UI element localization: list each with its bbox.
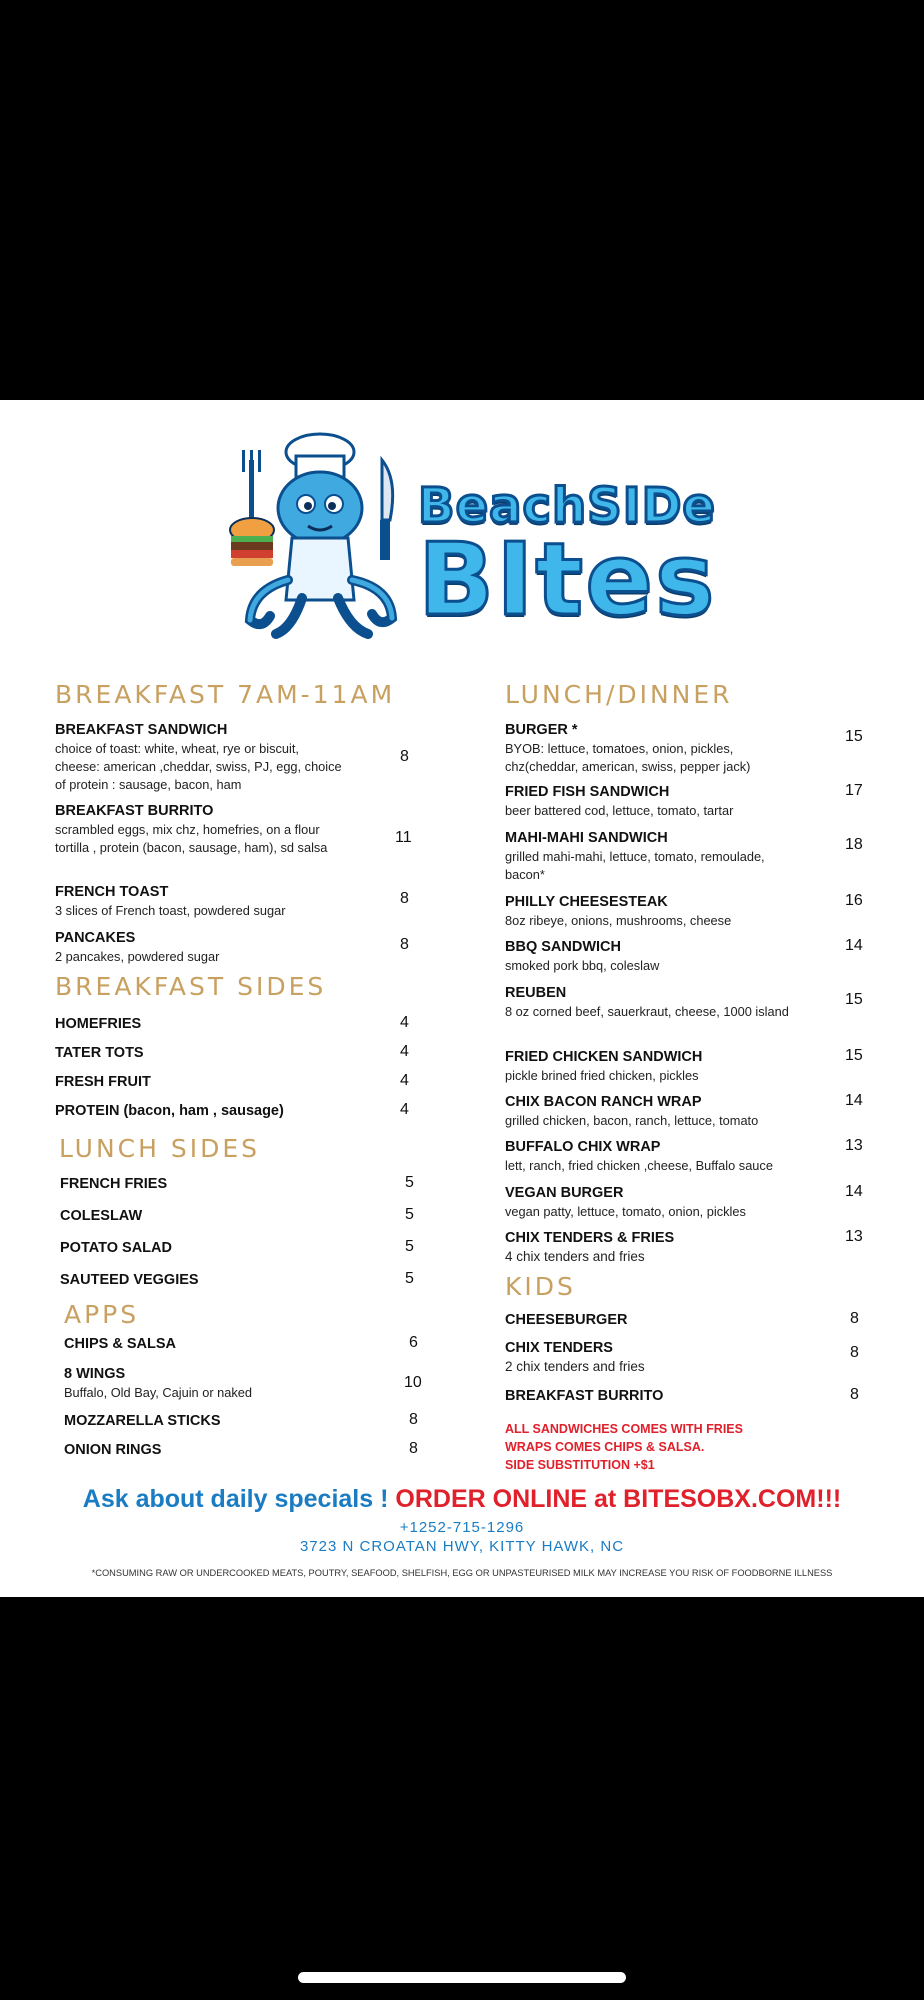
- item-name: PANCAKES: [55, 930, 136, 946]
- item-price: 15: [845, 991, 863, 1008]
- item-name: SAUTEED VEGGIES: [60, 1272, 199, 1288]
- item-name: MOZZARELLA STICKS: [64, 1413, 221, 1429]
- item-name: CHIX TENDERS & FRIES: [505, 1230, 675, 1246]
- item-price: 15: [845, 728, 863, 745]
- menu-item: [60, 1174, 430, 1194]
- item-name: MAHI-MAHI SANDWICH: [505, 830, 668, 846]
- item-price: 18: [845, 836, 863, 853]
- section-title-apps: APPS: [64, 1300, 140, 1329]
- phone-number[interactable]: +1252-715-1296: [399, 1519, 525, 1536]
- item-price: 4: [400, 1072, 409, 1089]
- item-price: 8: [850, 1310, 859, 1327]
- menu-item: [505, 1183, 875, 1221]
- order-online-link[interactable]: ORDER ONLINE at BITESOBX.COM!!!: [395, 1485, 842, 1513]
- item-price: 15: [845, 1047, 863, 1064]
- item-name: BUFFALO CHIX WRAP: [505, 1139, 661, 1155]
- menu-item: [505, 1310, 875, 1330]
- item-description: BYOB: lettuce, tomatoes, onion, pickles, chz(cheddar, american, swiss, pepper jack): [505, 741, 751, 774]
- item-price: 4: [400, 1101, 409, 1118]
- menu-notes: [505, 1420, 743, 1474]
- octopus-chef-icon: [222, 430, 412, 642]
- menu-item: [505, 782, 875, 820]
- item-name: ONION RINGS: [64, 1442, 162, 1458]
- menu-item: [505, 720, 875, 776]
- item-name: REUBEN: [505, 985, 567, 1001]
- address: 3723 N CROATAN HWY, KITTY HAWK, NC: [299, 1538, 625, 1555]
- item-price: 8: [850, 1386, 859, 1403]
- note-line: ALL SANDWICHES COMES WITH FRIES: [505, 1422, 743, 1436]
- item-description: smoked pork bbq, coleslaw: [505, 958, 660, 973]
- item-price: 11: [395, 829, 412, 846]
- item-description: beer battered cod, lettuce, tomato, tartar: [505, 803, 734, 818]
- item-name: HOMEFRIES: [55, 1016, 142, 1032]
- item-description: 2 chix tenders and fries: [505, 1359, 645, 1374]
- promo-banner: [0, 1485, 924, 1514]
- item-name: VEGAN BURGER: [505, 1185, 624, 1201]
- menu-item: [64, 1411, 434, 1431]
- item-name: 8 WINGS: [64, 1366, 126, 1382]
- item-price: 13: [845, 1137, 863, 1154]
- item-price: 5: [405, 1270, 414, 1287]
- item-description: scrambled eggs, mix chz, homefries, on a flour tortilla , protein (bacon, sausage, ham), sd salsa: [55, 822, 328, 855]
- item-description: vegan patty, lettuce, tomato, onion, pickles: [505, 1204, 746, 1219]
- item-name: BREAKFAST BURRITO: [505, 1388, 664, 1404]
- menu-card: [0, 400, 924, 1597]
- menu-item: [60, 1238, 430, 1258]
- item-price: 8: [400, 936, 409, 953]
- item-name: BBQ SANDWICH: [505, 939, 621, 955]
- item-name: FRENCH TOAST: [55, 884, 169, 900]
- item-price: 16: [845, 892, 863, 909]
- item-description: choice of toast: white, wheat, rye or biscuit, cheese: american ,cheddar, swiss, PJ, egg, choice of protein : sausage, bacon, ham: [55, 741, 342, 792]
- item-name: POTATO SALAD: [60, 1240, 172, 1256]
- item-name: FRENCH FRIES: [60, 1176, 168, 1192]
- menu-item: [55, 928, 425, 966]
- item-description: grilled chicken, bacon, ranch, lettuce, tomato: [505, 1113, 759, 1128]
- item-name: BREAKFAST SANDWICH: [55, 722, 228, 738]
- item-price: 10: [404, 1374, 422, 1391]
- logo-wordmark-bites: BItes: [418, 521, 717, 638]
- item-name: BREAKFAST BURRITO: [55, 803, 214, 819]
- menu-item: [505, 1047, 875, 1085]
- item-price: 8: [409, 1440, 418, 1457]
- section-title-lunch-sides: LUNCH SIDES: [59, 1134, 261, 1163]
- item-price: 8: [400, 748, 409, 765]
- note-line: WRAPS COMES CHIPS & SALSA.: [505, 1440, 705, 1454]
- item-price: 8: [409, 1411, 418, 1428]
- menu-item: [505, 1092, 875, 1130]
- menu-item: [505, 1338, 875, 1376]
- menu-item: [505, 892, 875, 930]
- menu-item: [55, 1014, 425, 1034]
- item-description: 8oz ribeye, onions, mushrooms, cheese: [505, 913, 732, 928]
- item-name: CHIPS & SALSA: [64, 1336, 176, 1352]
- item-name: FRIED FISH SANDWICH: [505, 784, 670, 800]
- menu-item: [505, 983, 875, 1021]
- daily-specials-text: Ask about daily specials !: [82, 1485, 389, 1513]
- item-description: 3 slices of French toast, powdered sugar: [55, 903, 286, 918]
- section-title-kids: KIDS: [505, 1272, 576, 1301]
- item-description: 8 oz corned beef, sauerkraut, cheese, 1000 island: [505, 1004, 789, 1019]
- item-price: 14: [845, 1092, 863, 1109]
- menu-item: [55, 720, 425, 794]
- item-name: FRESH FRUIT: [55, 1074, 151, 1090]
- menu-item: [55, 1043, 425, 1063]
- menu-item: [505, 1228, 875, 1266]
- menu-item: [64, 1334, 434, 1354]
- menu-item: [55, 882, 425, 920]
- item-name: CHIX BACON RANCH WRAP: [505, 1094, 702, 1110]
- logo-wordmark-beachside: BeachSIDe: [418, 478, 716, 534]
- item-price: 13: [845, 1228, 863, 1245]
- item-description: Buffalo, Old Bay, Cajuin or naked: [64, 1385, 253, 1400]
- home-indicator[interactable]: [298, 1972, 626, 1983]
- item-price: 4: [400, 1014, 409, 1031]
- item-name: CHEESEBURGER: [505, 1312, 628, 1328]
- item-price: 6: [409, 1334, 418, 1351]
- section-title-lunch-dinner: LUNCH/DINNER: [505, 680, 733, 709]
- menu-item: [55, 1072, 425, 1092]
- menu-item: [60, 1206, 430, 1226]
- item-price: 17: [845, 782, 863, 799]
- item-price: 5: [405, 1206, 414, 1223]
- item-description: lett, ranch, fried chicken ,cheese, Buffalo sauce: [505, 1158, 773, 1173]
- item-price: 8: [400, 890, 409, 907]
- section-title-breakfast-sides: BREAKFAST SIDES: [55, 972, 327, 1001]
- item-price: 5: [405, 1238, 414, 1255]
- menu-item: [64, 1364, 434, 1402]
- food-safety-disclaimer: *CONSUMING RAW OR UNDERCOOKED MEATS, POUTRY, SEAFOOD, SHELFISH, EGG OR UNPASTEURISED MILK MAY INCREASE YOU RISK OF FOODBORNE ILLNESS: [91, 1568, 833, 1578]
- item-name: PROTEIN (bacon, ham , sausage): [55, 1103, 284, 1119]
- item-price: 5: [405, 1174, 414, 1191]
- menu-item: [505, 1137, 875, 1175]
- item-price: 8: [850, 1344, 859, 1361]
- beachside-bites-logo: [222, 430, 742, 642]
- item-description: pickle brined fried chicken, pickles: [505, 1068, 699, 1083]
- item-name: CHIX TENDERS: [505, 1340, 613, 1356]
- item-name: COLESLAW: [60, 1208, 143, 1224]
- menu-item: [505, 1386, 875, 1406]
- menu-item: [60, 1270, 430, 1290]
- item-name: BURGER *: [505, 722, 578, 738]
- item-description: 2 pancakes, powdered sugar: [55, 949, 220, 964]
- item-name: PHILLY CHEESESTEAK: [505, 894, 668, 910]
- menu-item: [505, 937, 875, 975]
- item-name: TATER TOTS: [55, 1045, 144, 1061]
- item-price: 4: [400, 1043, 409, 1060]
- item-description: 4 chix tenders and fries: [505, 1249, 645, 1264]
- menu-item: [55, 1101, 425, 1121]
- menu-item: [64, 1440, 434, 1460]
- item-name: FRIED CHICKEN SANDWICH: [505, 1049, 703, 1065]
- section-title-breakfast: BREAKFAST 7AM-11AM: [55, 680, 396, 709]
- menu-item: [55, 801, 425, 857]
- menu-item: [505, 828, 875, 884]
- note-line: SIDE SUBSTITUTION +$1: [505, 1458, 655, 1472]
- item-price: 14: [845, 1183, 863, 1200]
- item-description: grilled mahi-mahi, lettuce, tomato, remoulade, bacon*: [505, 849, 765, 882]
- item-price: 14: [845, 937, 863, 954]
